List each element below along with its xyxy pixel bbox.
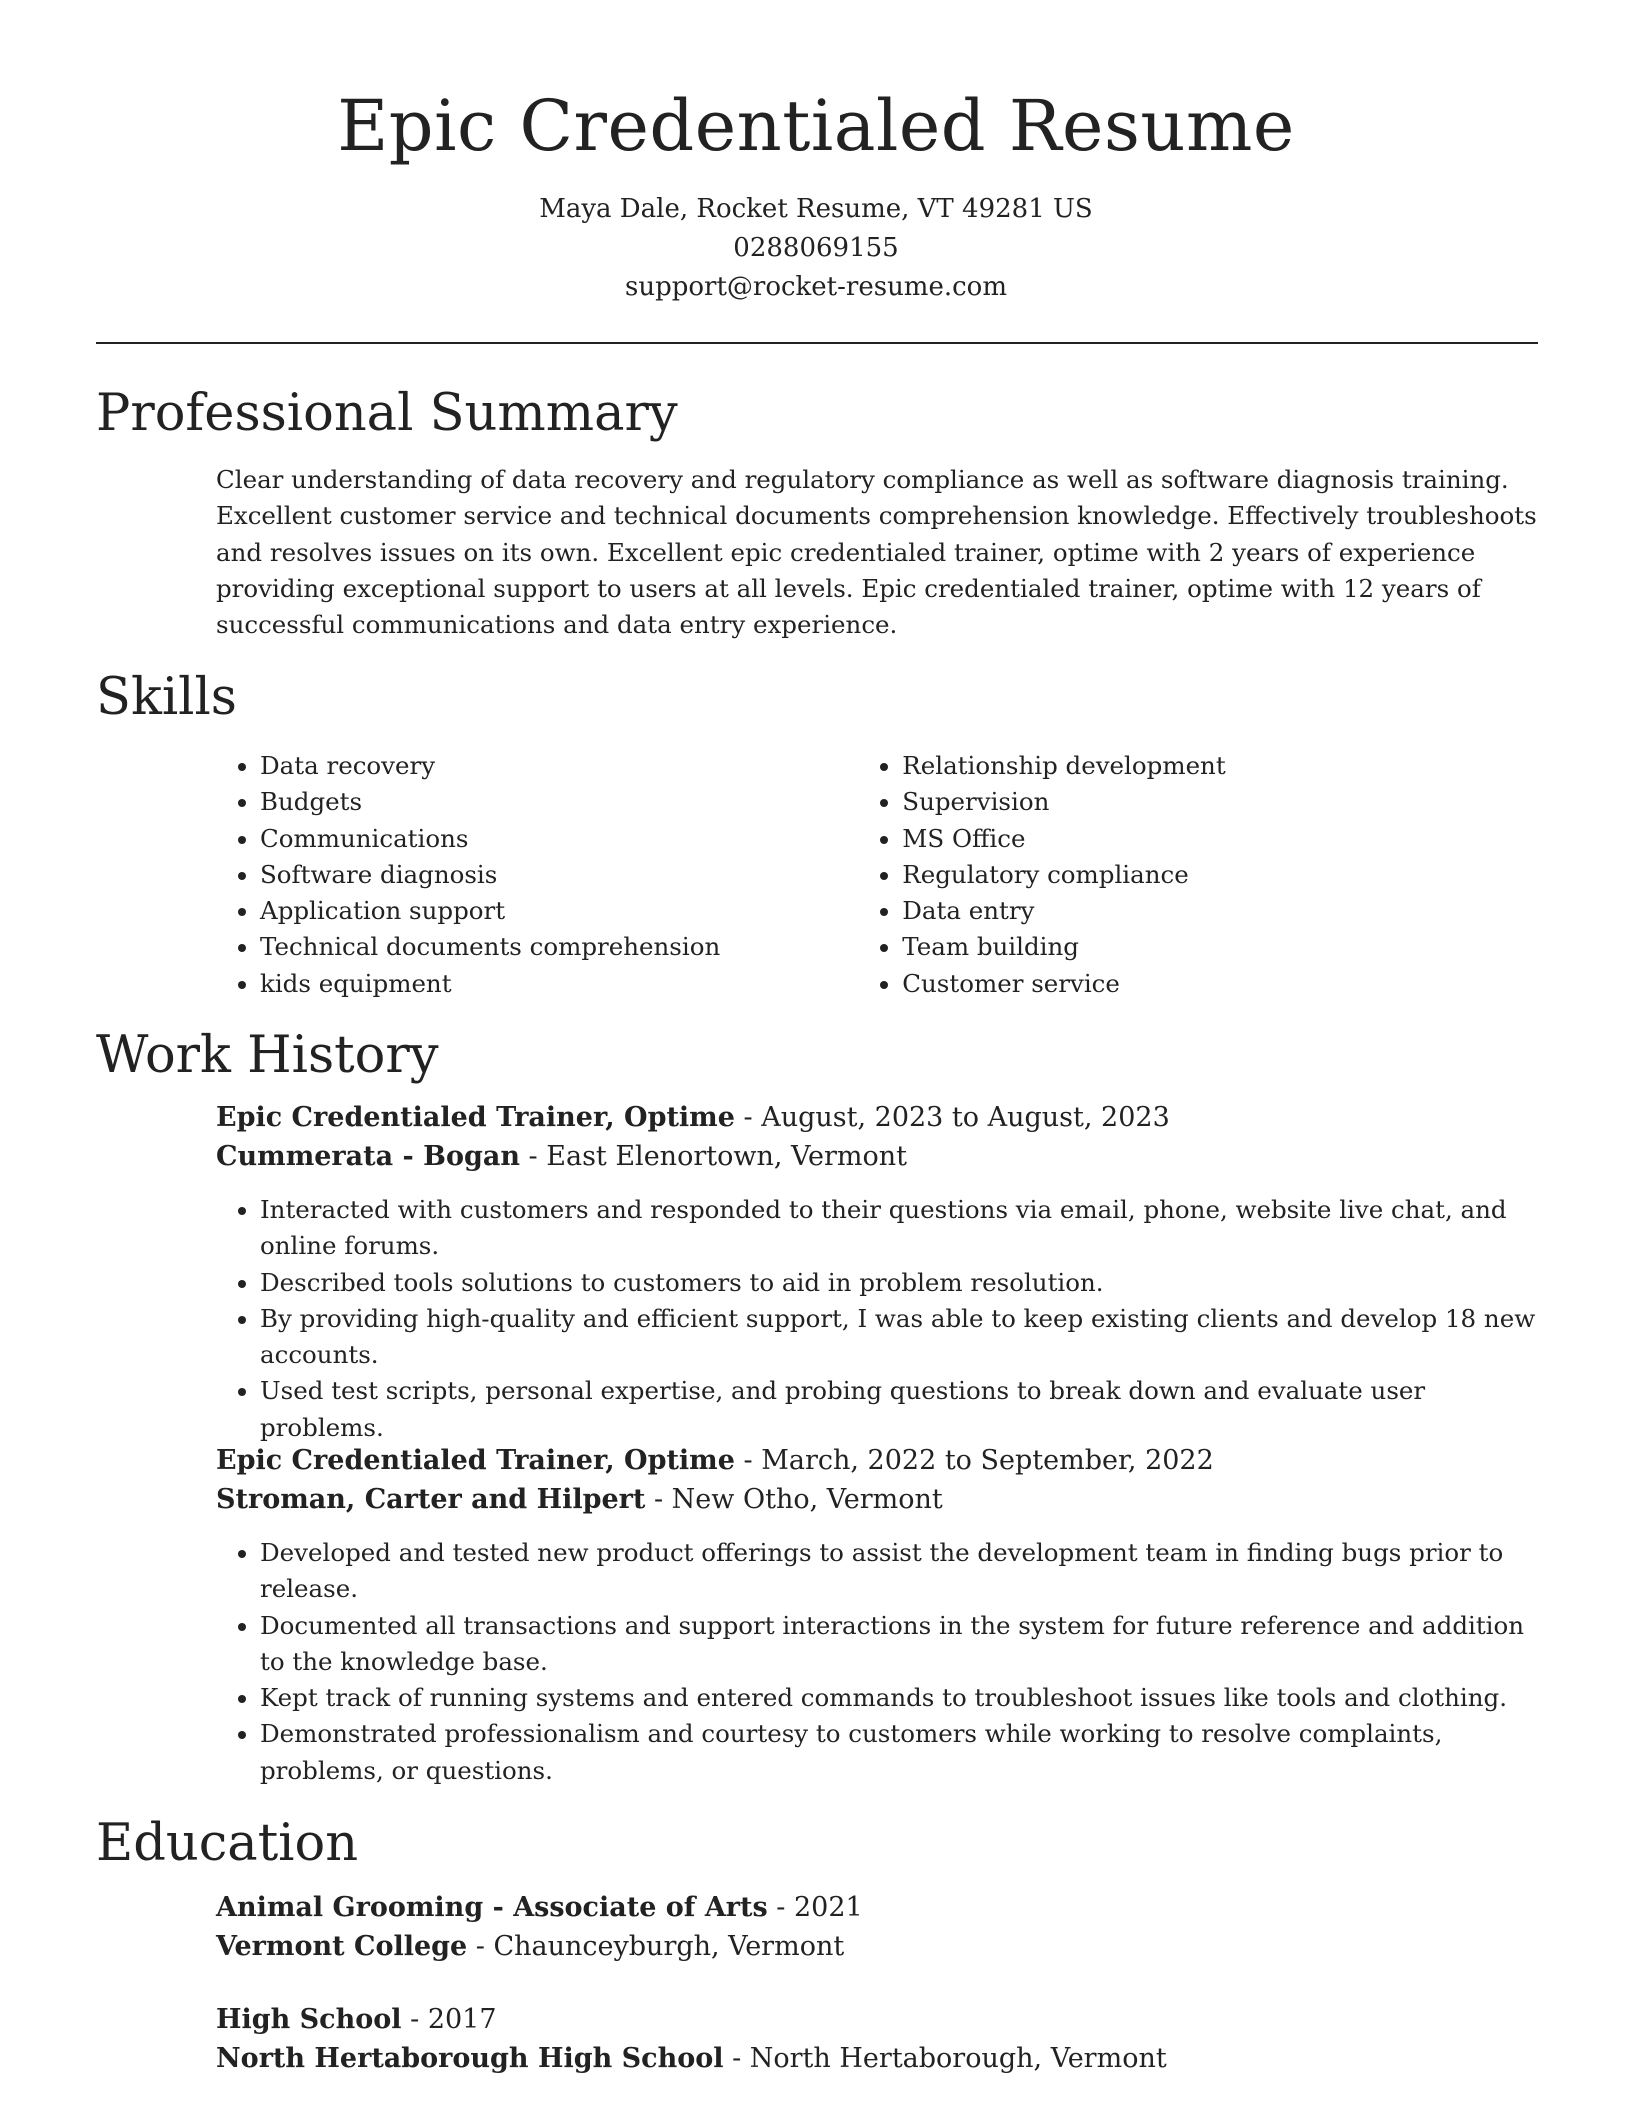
- education-location: - Chaunceyburgh, Vermont: [467, 1931, 845, 1962]
- skills-column-2: [858, 748, 1544, 1002]
- job-bullets: [216, 1535, 1544, 1789]
- skill-item: • Customer service: [902, 966, 1544, 1002]
- contact-address: Maya Dale, Rocket Resume, VT 49281 US: [539, 194, 1093, 224]
- education-year: - 2021: [767, 1892, 863, 1923]
- education-school: North Hertaborough High School: [216, 2043, 724, 2074]
- skill-item: • Communications: [260, 821, 858, 857]
- contact-phone: 0288069155: [733, 233, 899, 263]
- job-bullet: • Described tools solutions to customers to aid in problem resolution.: [260, 1265, 1544, 1301]
- summary-heading: Professional Summary: [96, 384, 678, 443]
- education-degree-line: [216, 1888, 1544, 1927]
- skill-item: • Budgets: [260, 784, 858, 820]
- skill-item: • Supervision: [902, 784, 1544, 820]
- job-dates: - March, 2022 to September, 2022: [734, 1445, 1214, 1476]
- job-bullet: • Used test scripts, personal expertise, and probing questions to break down and evaluate user problems.: [260, 1373, 1544, 1446]
- education-school: Vermont College: [216, 1931, 468, 1962]
- education-entry: [216, 2000, 1544, 2078]
- skill-item: • Application support: [260, 893, 858, 929]
- job-company: Cummerata - Bogan: [216, 1141, 520, 1172]
- education-degree: High School: [216, 2004, 402, 2035]
- education-degree: Animal Grooming - Associate of Arts: [216, 1892, 768, 1923]
- job-bullet: • By providing high-quality and efficient support, I was able to keep existing clients and develop 18 new accounts.: [260, 1301, 1544, 1374]
- contact-block: [0, 190, 1632, 307]
- job-title: Epic Credentialed Trainer, Optime: [216, 1445, 735, 1476]
- skill-item: • MS Office: [902, 821, 1544, 857]
- education-entry: [216, 1888, 1544, 1966]
- work-history-heading: Work History: [96, 1026, 439, 1085]
- skill-item: • Regulatory compliance: [902, 857, 1544, 893]
- job-bullet: • Kept track of running systems and entered commands to troubleshoot issues like tools and clothing.: [260, 1680, 1544, 1716]
- job-company-line: [216, 1137, 1544, 1176]
- job-bullet: • Demonstrated professionalism and courtesy to customers while working to resolve complaints, problems, or questions.: [260, 1716, 1544, 1789]
- job-bullet: • Developed and tested new product offerings to assist the development team in finding bugs prior to release.: [260, 1535, 1544, 1608]
- skill-item: • Technical documents comprehension: [260, 929, 858, 965]
- skills-heading: Skills: [96, 668, 237, 727]
- resume-title: Epic Credentialed Resume: [337, 85, 1295, 167]
- education-school-line: [216, 2039, 1544, 2078]
- job-entry: [216, 1098, 1544, 1446]
- skill-item: • Team building: [902, 929, 1544, 965]
- job-location: - New Otho, Vermont: [645, 1484, 943, 1515]
- job-title-line: [216, 1441, 1544, 1480]
- education-year: - 2017: [401, 2004, 497, 2035]
- job-company-line: [216, 1480, 1544, 1519]
- job-bullets: [216, 1192, 1544, 1446]
- skill-item: • Relationship development: [902, 748, 1544, 784]
- education-school-line: [216, 1927, 1544, 1966]
- skill-item: • Data entry: [902, 893, 1544, 929]
- header-divider: [96, 342, 1538, 344]
- job-bullet: • Interacted with customers and responded to their questions via email, phone, website live chat, and online forums.: [260, 1192, 1544, 1265]
- summary-text: Clear understanding of data recovery and regulatory compliance as well as software diagnosis training. Excellent customer service and technical documents comprehension knowledge. Effectively troubleshoots and resolves issues on its own. Excellent epic credentialed trainer, optime with 2 years of experience providing exceptional support to users at all levels. Epic credentialed trainer, optime with 12 years of successful communications and data entry experience.: [216, 465, 1537, 640]
- skills-list: [216, 748, 1544, 1002]
- skill-item: • Software diagnosis: [260, 857, 858, 893]
- job-entry: [216, 1441, 1544, 1789]
- contact-email: support@rocket-resume.com: [624, 272, 1007, 302]
- skills-column-1: [216, 748, 858, 1002]
- job-title-line: [216, 1098, 1544, 1137]
- job-company: Stroman, Carter and Hilpert: [216, 1484, 646, 1515]
- job-location: - East Elenortown, Vermont: [519, 1141, 907, 1172]
- job-bullet: • Documented all transactions and support interactions in the system for future reference and addition to the knowledge base.: [260, 1608, 1544, 1681]
- education-heading: Education: [96, 1814, 359, 1873]
- job-dates: - August, 2023 to August, 2023: [734, 1102, 1170, 1133]
- education-degree-line: [216, 2000, 1544, 2039]
- skill-item: • Data recovery: [260, 748, 858, 784]
- education-location: - North Hertaborough, Vermont: [723, 2043, 1167, 2074]
- skill-item: • kids equipment: [260, 966, 858, 1002]
- job-title: Epic Credentialed Trainer, Optime: [216, 1102, 735, 1133]
